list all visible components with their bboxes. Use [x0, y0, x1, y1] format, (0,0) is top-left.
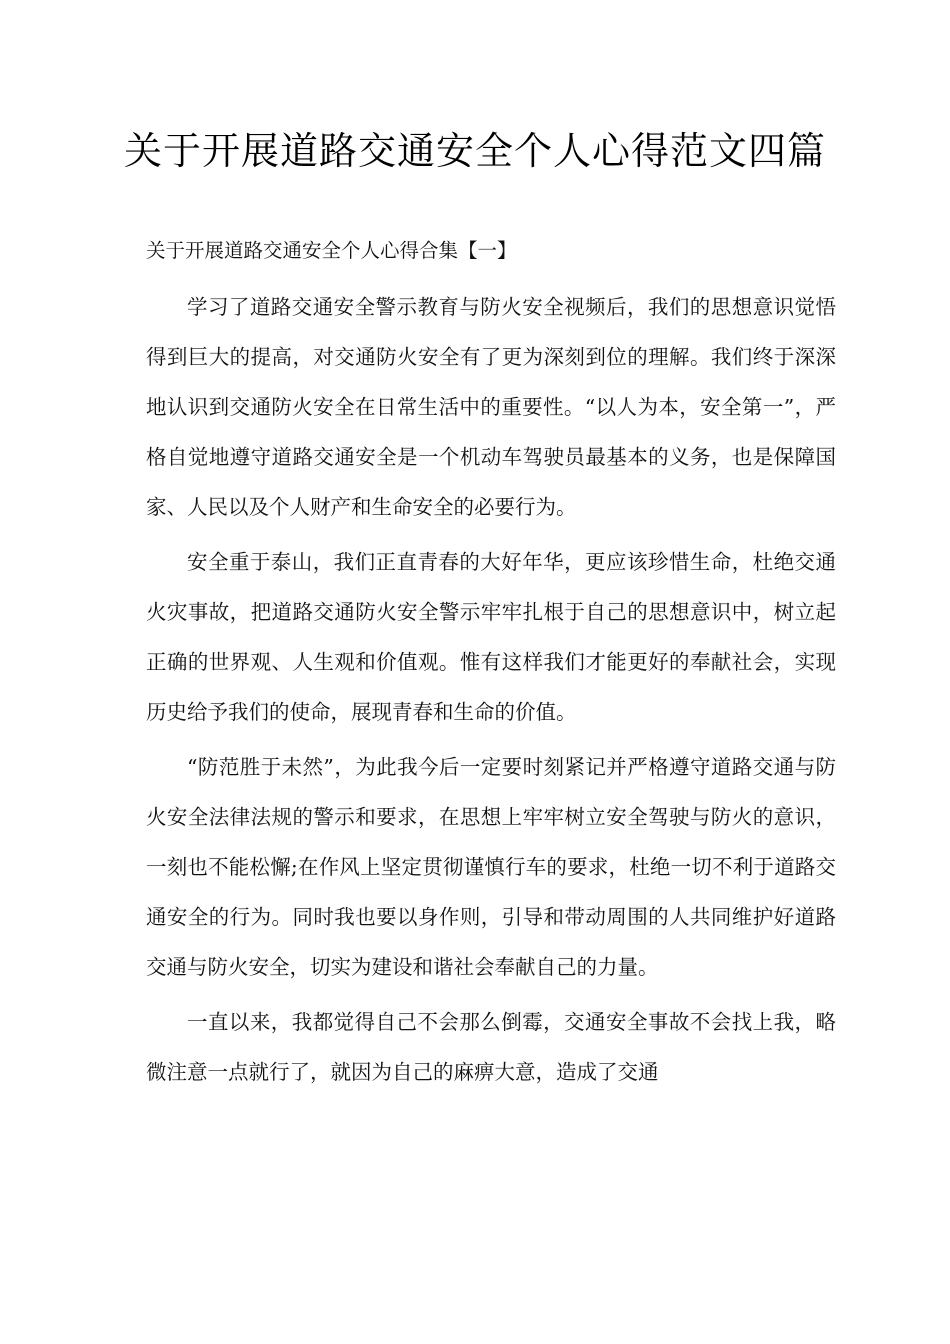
body-paragraph: “防范胜于未然”，为此我今后一定要时刻紧记并严格遵守道路交通与防火安全法律法规的警示和要求，在思想上牢牢树立安全驾驶与防火的意识，一刻也不能松懈;在作风上坚定贯彻谨慎行车的要求，杜绝一切不利于道路交通安全的行为。同时我也要以身作则，引导和带动周围的人共同维护好道路交通与防火安全，切实为建设和谐社会奉献自己的力量。: [146, 755, 836, 979]
document-body: [146, 282, 836, 1102]
body-paragraph: 一直以来，我都觉得自己不会那么倒霉，交通安全事故不会找上我，略微注意一点就行了，就因为自己的麻痹大意，造成了交通: [146, 1010, 836, 1084]
document-title: 关于开展道路交通安全个人心得范文四篇: [123, 129, 826, 173]
body-paragraph: 安全重于泰山，我们正直青春的大好年华，更应该珍惜生命，杜绝交通火灾事故，把道路交通防火安全警示牢牢扎根于自己的思想意识中，树立起正确的世界观、人生观和价值观。惟有这样我们才能更好的奉献社会，实现历史给予我们的使命，展现青春和生命的价值。: [146, 550, 836, 724]
body-paragraph: 学习了道路交通安全警示教育与防火安全视频后，我们的思想意识觉悟得到巨大的提高，对交通防火安全有了更为深刻到位的理解。我们终于深深地认识到交通防火安全在日常生活中的重要性。“以人为本，安全第一”，严格自觉地遵守道路交通安全是一个机动车驾驶员最基本的义务，也是保障国家、人民以及个人财产和生命安全的必要行为。: [146, 295, 836, 519]
section-heading: 关于开展道路交通安全个人心得合集【一】: [146, 239, 517, 262]
